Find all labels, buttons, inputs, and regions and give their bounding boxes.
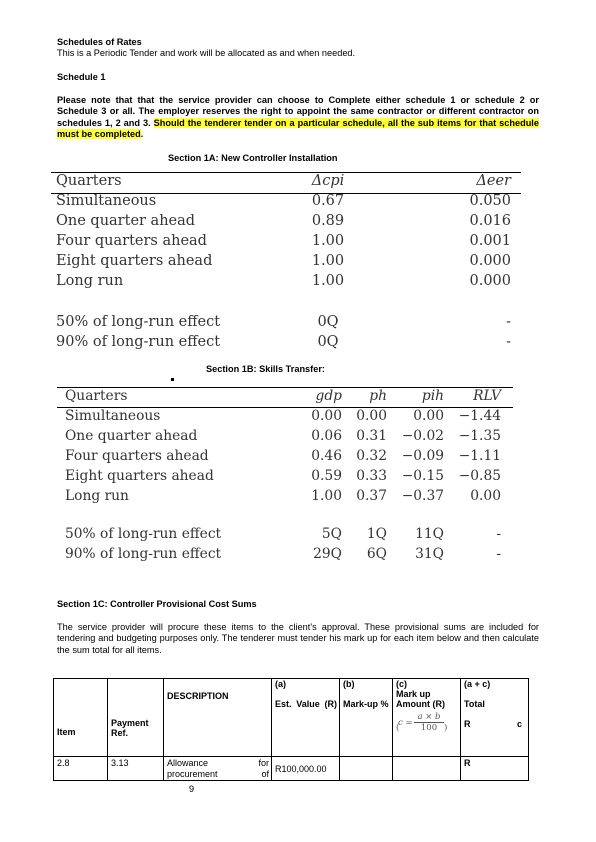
table-row [65,428,513,448]
effect-row [56,334,521,354]
gdp-value: 0.59 [311,468,342,484]
payment-ref-header [108,679,164,757]
row-label: Eight quarters ahead [56,253,213,269]
eer-value: - [506,314,511,330]
row-label: Simultaneous [65,408,161,424]
total-r: R [464,719,471,729]
periodic-tender-line: This is a Periodic Tender and work will be allocated as and when needed. [57,48,356,58]
description-header [164,679,272,757]
rlv-value: −1.44 [458,408,501,424]
item-cell: 2.8 [54,757,108,781]
row-label: 50% of long-run effect [56,314,221,330]
total-col-text: Total [464,699,485,709]
pih-value: −0.15 [401,468,444,484]
effect-row [56,314,521,334]
page-number: 9 [189,784,195,794]
rlv-value: - [496,546,501,562]
ph-value: 0.37 [356,488,387,504]
gdp-value: 29Q [313,546,342,562]
cpi-value: 0.89 [311,213,345,229]
rlv-value: −1.11 [458,448,501,464]
description-label: DESCRIPTION [167,691,229,701]
section-1b-table [57,385,513,570]
col-a-text: Est. Value (R) [275,699,337,709]
total-cell: R [461,757,529,781]
ph-value: 0.33 [356,468,387,484]
eer-value: 0.001 [469,233,511,249]
row-label: One quarter ahead [65,428,198,444]
rlv-value: - [496,526,501,542]
effect-row [65,546,513,566]
pih-value: 0.00 [413,408,444,424]
col-b-label: (b) [343,679,355,689]
row-label: 90% of long-run effect [65,546,222,562]
header-cpi: Δcpi [311,173,345,189]
table-header-row [54,679,529,757]
row-label: Four quarters ahead [56,233,207,249]
cpi-value: 1.00 [311,253,345,269]
eer-value: 0.050 [469,193,511,209]
row-label: Four quarters ahead [65,448,209,464]
pih-value: −0.09 [401,448,444,464]
payment-ref-label: Payment Ref. [111,717,149,738]
table-row [54,757,529,781]
markup-amount-header [393,679,461,757]
table-row [65,488,513,508]
col-c-label: (c) [396,679,407,689]
schedules-title: Schedules of Rates [57,37,142,47]
est-value-header [272,679,340,757]
table-row [56,213,521,233]
header-quarters: Quarters [56,173,122,189]
table-header-row [56,173,521,193]
markup-formula: c = a × b ( 100 ) [396,712,448,733]
total-c: c [516,719,522,729]
pih-value: 31Q [415,546,444,562]
col-c-text: Mark up Amount (R) [396,689,445,709]
payment-ref-cell: 3.13 [108,757,164,781]
row-label: One quarter ahead [56,213,196,229]
cpi-value: 0Q [317,314,339,330]
header-ph: ph [369,388,387,404]
section-1b-title: Section 1B: Skills Transfer: [206,364,325,374]
gdp-value: 0.06 [311,428,342,444]
total-col-label: (a + c) [464,679,491,689]
gdp-value: 0.46 [311,448,342,464]
markup-amount-cell[interactable] [393,757,461,781]
pih-value: −0.37 [401,488,444,504]
effect-row [65,526,513,546]
gdp-value: 1.00 [311,488,342,504]
header-quarters: Quarters [65,388,128,404]
notice-end: . [140,129,144,140]
formula-denominator: 100 [420,723,438,733]
rlv-value: −0.85 [458,468,501,484]
schedule-notice [57,95,539,141]
section-1c-paragraph: The service provider will procure these items to the client’s approval. These provisional sums are included for tendering and budgeting purposes only. The tenderer must tender his mark up for each item below and then calculate the sum total for all items. [57,622,539,655]
table-row [56,273,521,293]
row-label: Simultaneous [56,193,157,209]
ph-value: 0.32 [356,448,387,464]
ph-value: 6Q [366,546,387,562]
description-cell: Allowance for procurement of [164,757,272,781]
gdp-value: 0.00 [311,408,342,424]
provisional-cost-table [53,678,529,781]
eer-value: 0.000 [469,273,511,289]
table-row [65,468,513,488]
section-1a-table [51,172,521,357]
eer-value: 0.000 [469,253,511,269]
schedule-1-heading: Schedule 1 [57,72,106,82]
table-row [56,253,521,273]
gdp-value: 5Q [321,526,342,542]
cpi-value: 0.67 [311,193,345,209]
rlv-value: −1.35 [458,428,501,444]
pih-value: −0.02 [401,428,444,444]
table-row [56,233,521,253]
pih-value: 11Q [415,526,444,542]
row-label: 50% of long-run effect [65,526,222,542]
rlv-value: 0.00 [470,488,501,504]
stray-mark [171,378,174,381]
markup-header [340,679,393,757]
ph-value: 0.00 [356,408,387,424]
item-label: Item [57,726,76,737]
notice-main: Please note that that the service provider can choose to Complete either schedule 1 or schedule 2 or Schedule 3 or all. The employer reserves the right to appoint the same contractor or different contractor on schedules 1, 2 and 3. [57,95,539,128]
table-header-row [65,388,513,408]
header-eer: Δeer [476,173,511,189]
ph-value: 0.31 [356,428,387,444]
row-label: 90% of long-run effect [56,334,221,350]
formula-lhs: c = [398,718,413,728]
markup-cell[interactable] [340,757,393,781]
header-gdp: gdp [315,388,342,404]
cpi-value: 0Q [317,334,339,350]
notice-highlight: Should the tenderer tender on a particular schedule, all the sub items for that schedule must be completed [57,117,539,140]
section-1c-title: Section 1C: Controller Provisional Cost Sums [57,599,257,609]
cpi-value: 1.00 [311,273,345,289]
table-row [65,408,513,428]
header-rlv: RLV [473,388,501,404]
row-label: Long run [56,273,124,289]
section-1a-title: Section 1A: New Controller Installation [168,153,338,163]
eer-value: - [506,334,511,350]
item-header [54,679,108,757]
formula-numerator: a × b [414,712,444,723]
col-a-label: (a) [275,679,286,689]
ph-value: 1Q [366,526,387,542]
table-row [65,448,513,468]
row-label: Long run [65,488,129,504]
table-row [56,193,521,213]
eer-value: 0.016 [469,213,511,229]
header-pih: pih [421,388,444,404]
row-label: Eight quarters ahead [65,468,214,484]
total-unit [464,719,526,729]
col-b-text: Mark-up % [343,699,389,709]
cpi-value: 1.00 [311,233,345,249]
total-header [461,679,529,757]
est-value-cell: R100,000.00 [272,757,340,781]
